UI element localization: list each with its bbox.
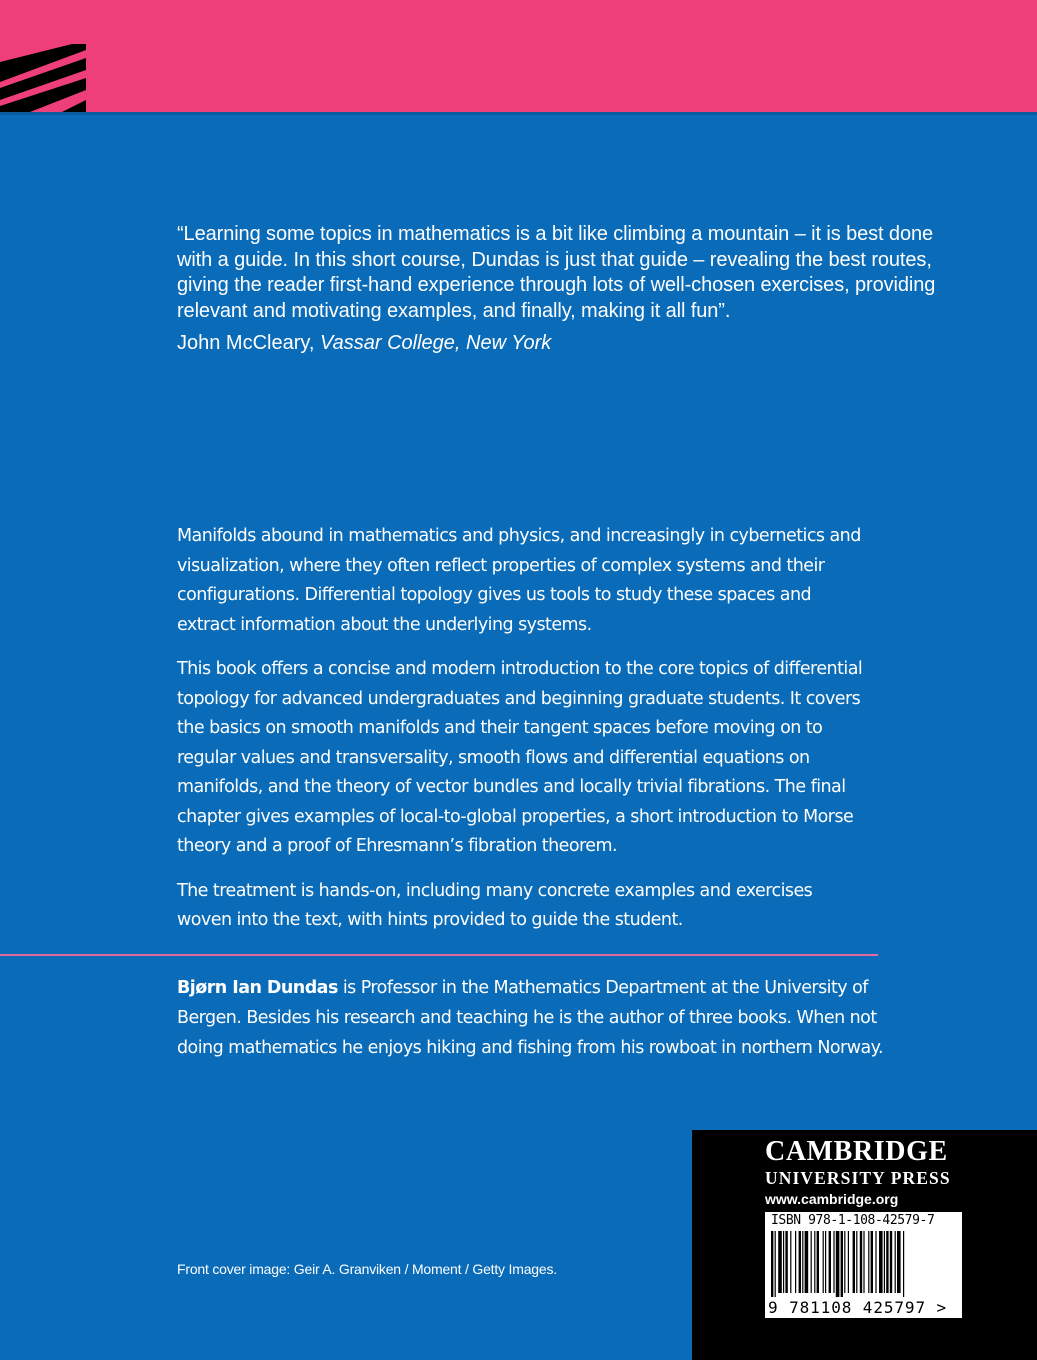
section-divider xyxy=(0,954,878,956)
barcode-bar xyxy=(856,1231,857,1293)
barcode-bar xyxy=(771,1231,773,1297)
publisher-subtitle: UNIVERSITY PRESS xyxy=(765,1168,951,1188)
barcode-bar xyxy=(825,1231,826,1293)
author-name: Bjørn Ian Dundas xyxy=(177,978,338,998)
publisher-name: CAMBRIDGE xyxy=(765,1136,948,1167)
barcode-bar xyxy=(853,1231,855,1293)
barcode-digits: 9 781108 425797 > xyxy=(768,1298,948,1317)
quote-institution: Vassar College, New York xyxy=(320,332,552,354)
barcode-bar xyxy=(775,1231,776,1297)
barcode-bar xyxy=(875,1231,876,1293)
barcode-bar xyxy=(884,1231,885,1293)
barcode-bar xyxy=(848,1231,849,1293)
barcode-bar xyxy=(778,1231,782,1293)
publisher-url: www.cambridge.org xyxy=(765,1191,899,1207)
barcode-bar xyxy=(903,1231,904,1297)
barcode-bar xyxy=(879,1231,883,1293)
barcode-bar xyxy=(799,1231,801,1293)
barcode-bar xyxy=(817,1231,819,1293)
barcode-bar xyxy=(829,1231,831,1293)
description-paragraph: The treatment is hands-on, including many concrete examples and exercises woven into the text, with hints provided to guide the student. xyxy=(177,880,813,930)
description-paragraph: Manifolds abound in mathematics and physics, and increasingly in cybernetics and visualization, where they often reflect properties of complex systems and their configurations. Differential topology gives us tools to study these spaces and extract information about the underlying systems. xyxy=(177,526,861,635)
barcode-bar xyxy=(823,1231,824,1293)
description-paragraph: This book offers a concise and modern introduction to the core topics of differential topology for advanced undergraduates and beginning graduate students. It covers the basics on smooth manifolds and their tangent spaces before moving on to regular values and transversality, smooth flows and differential equations on manifolds, and the theory of vector bundles and locally trivial fibrations. The final chapter gives examples of local-to-global properties, a short introduction to Morse theory and a proof of Ehresmann’s fibration theorem. xyxy=(177,659,863,856)
barcode-bar xyxy=(811,1231,812,1293)
barcode-bar xyxy=(785,1231,787,1293)
book-description xyxy=(177,522,867,951)
barcode-bar xyxy=(841,1231,843,1297)
barcode-bar xyxy=(783,1231,784,1293)
barcode-bar xyxy=(868,1231,869,1293)
barcode-bar xyxy=(795,1231,796,1293)
quote-author: John McCleary, xyxy=(177,332,315,354)
quote-attribution xyxy=(177,330,551,356)
barcode-bar xyxy=(895,1231,896,1293)
top-band-shadow xyxy=(0,112,1037,115)
barcode-bar xyxy=(890,1231,892,1293)
isbn-label: ISBN 978-1-108-42579-7 xyxy=(771,1213,935,1228)
barcode-bar xyxy=(802,1231,803,1293)
logo-stripes-icon xyxy=(0,0,100,112)
author-bio-text: is Professor in the Mathematics Department at the University of Bergen. Besides his research and teaching he is the author of three books. When not doing mathematics he enjoys hiking and fishing from his rowboat in northern Norway. xyxy=(177,978,883,1058)
barcode-bar xyxy=(860,1231,862,1293)
top-color-band xyxy=(0,0,1037,112)
barcode-icon xyxy=(769,1231,959,1297)
barcode-bar xyxy=(805,1231,809,1293)
publisher-block xyxy=(692,1130,1037,1360)
barcode-bar xyxy=(886,1231,888,1293)
barcode-panel xyxy=(765,1212,962,1318)
barcode-bar xyxy=(833,1231,834,1293)
barcode-bar xyxy=(814,1231,815,1293)
author-bio xyxy=(177,973,897,1063)
barcode-bar xyxy=(790,1231,791,1293)
cover-image-credit: Front cover image: Geir A. Granviken / Moment / Getty Images. xyxy=(177,1261,557,1277)
barcode-bar xyxy=(871,1231,873,1293)
barcode-bar xyxy=(844,1231,845,1293)
barcode-bar xyxy=(897,1231,901,1293)
endorsement-quote: “Learning some topics in mathematics is a bit like climbing a mountain – it is best done with a guide. In this short course, Dundas is just that guide – revealing the best routes, giving the reader first-hand experience through lots of well-chosen exercises, providing relevant and motivating examples, and finally, making it all fun”. xyxy=(177,223,936,322)
barcode-bar xyxy=(836,1231,840,1297)
barcode-bar xyxy=(863,1231,864,1293)
